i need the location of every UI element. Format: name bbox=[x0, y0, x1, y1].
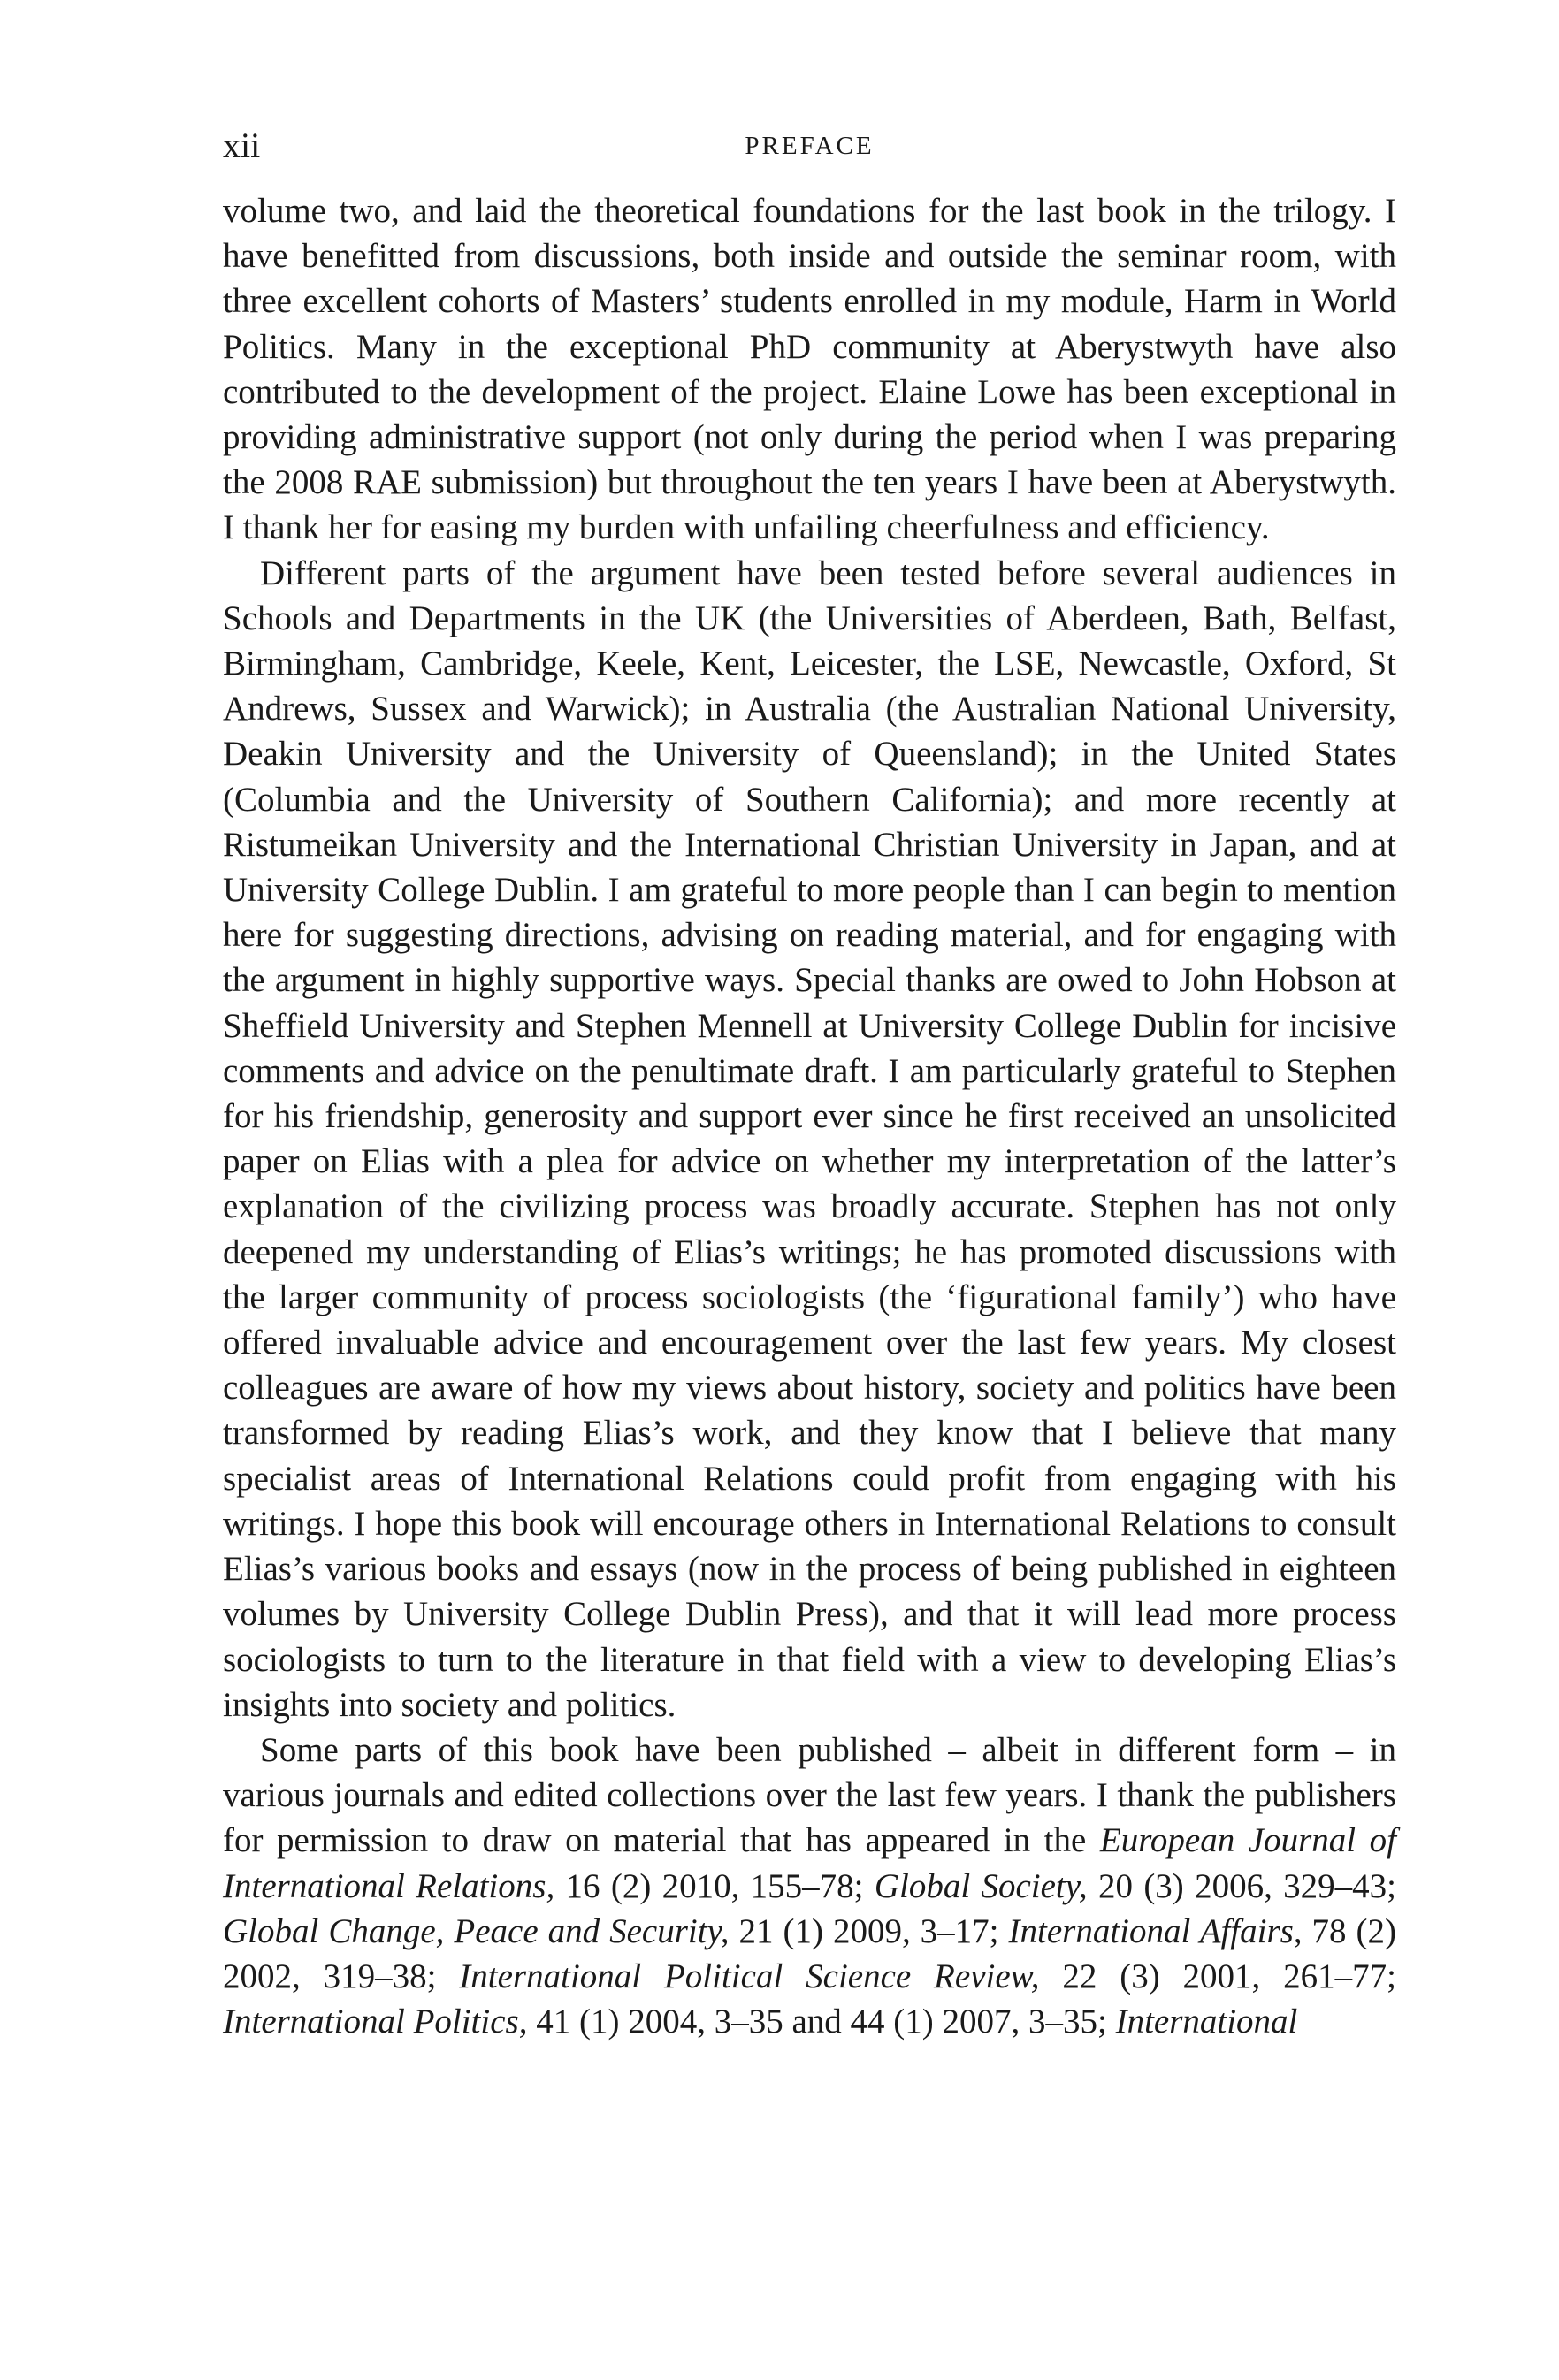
italic-citation: Global Change, Peace and Security, bbox=[223, 1911, 730, 1950]
text-run: Different parts of the argument have been tested before several audiences in Schools and Departments in the UK (the Universities of Aberdeen, Bath, Belfast, Birmingham, Cambridge, Keele, Kent, Leicester, the LSE, Newcastle, Oxford, St Andrews, Sussex and Warwick); in Australia (the Australian National University, Deakin University and the University of Queensland); in the United States (Columbia and the University of Southern California); and more recently at Ristumeikan University and the International Christian University in Japan, and at University College Dublin. I am grateful to more people than I can begin to mention here for suggesting directions, advising on reading material, and for engaging with the argument in highly supportive ways. Special thanks are owed to John Hobson at Sheffield University and Stephen Mennell at University College Dublin for incisive comments and advice on the penultimate draft. I am particularly grateful to Stephen for his friendship, generosity and support ever since he first received an unsolicited paper on Elias with a plea for advice on whether my interpretation of the latter’s explanation of the civilizing process was broadly accurate. Stephen has not only deepened my understanding of Elias’s writings; he has promoted discussions with the larger community of process sociologists (the ‘figurational family’) who have offered invaluable advice and encouragement over the last few years. My closest colleagues are aware of how my views about history, society and politics have been transformed by reading Elias’s work, and they know that I believe that many specialist areas of International Relations could profit from engaging with his writings. I hope this book will encourage others in International Relations to consult Elias’s various books and essays (now in the process of being published in eighteen volumes by University College Dublin Press), and that it will lead more process sociologists to turn to the literature in that field with a view to developing Elias’s insights into society and politics. bbox=[223, 553, 1396, 1724]
text-run: Some parts of this book have been published – albeit in different form – in various journals and edited collections over the last few years. I thank the publishers for permission to draw on material that has appeared in the bbox=[223, 1730, 1396, 1860]
text-run: volume two, and laid the theoretical foundations for the last book in the trilogy. I have benefitted from discussions, both inside and outside the seminar room, with three excellent cohorts of Masters’ students enrolled in my module, Harm in World Politics. Many in the exceptional PhD community at Aberystwyth have also contributed to the development of the project. Elaine Lowe has been exceptional in providing administrative support (not only during the period when I was preparing the 2008 RAE submission) but throughout the ten years I have been at Aberystwyth. I thank her for easing my burden with unfailing cheerfulness and efficiency. bbox=[223, 192, 1396, 547]
italic-citation: International Political Science Review, bbox=[459, 1957, 1040, 1995]
running-head bbox=[223, 124, 1396, 168]
body-text bbox=[223, 188, 1396, 2044]
italic-citation: International Affairs, bbox=[1008, 1911, 1303, 1950]
text-run: 41 (1) 2004, 3–35 and 44 (1) 2007, 3–35; bbox=[527, 2002, 1116, 2041]
text-run: 78 (2) 2002, 319–38; bbox=[223, 1911, 1397, 1995]
paragraph bbox=[223, 188, 1396, 551]
page-number: xii bbox=[223, 126, 261, 165]
text-run: 20 (3) 2006, 329–43; bbox=[1087, 1866, 1396, 1905]
paragraph bbox=[223, 551, 1396, 1728]
text-run: 22 (3) 2001, 261–77; bbox=[1039, 1957, 1396, 1995]
text-run: 21 (1) 2009, 3–17; bbox=[729, 1911, 1009, 1950]
italic-citation: European Journal of International Relations, bbox=[223, 1821, 1396, 1905]
paragraph bbox=[223, 1728, 1396, 2044]
italic-citation: Global Society, bbox=[874, 1866, 1088, 1905]
italic-citation: International Politics, bbox=[223, 2002, 528, 2041]
text-run: 16 (2) 2010, 155–78; bbox=[554, 1866, 875, 1905]
running-title: PREFACE bbox=[745, 132, 875, 160]
italic-citation: International bbox=[1115, 2002, 1298, 2041]
